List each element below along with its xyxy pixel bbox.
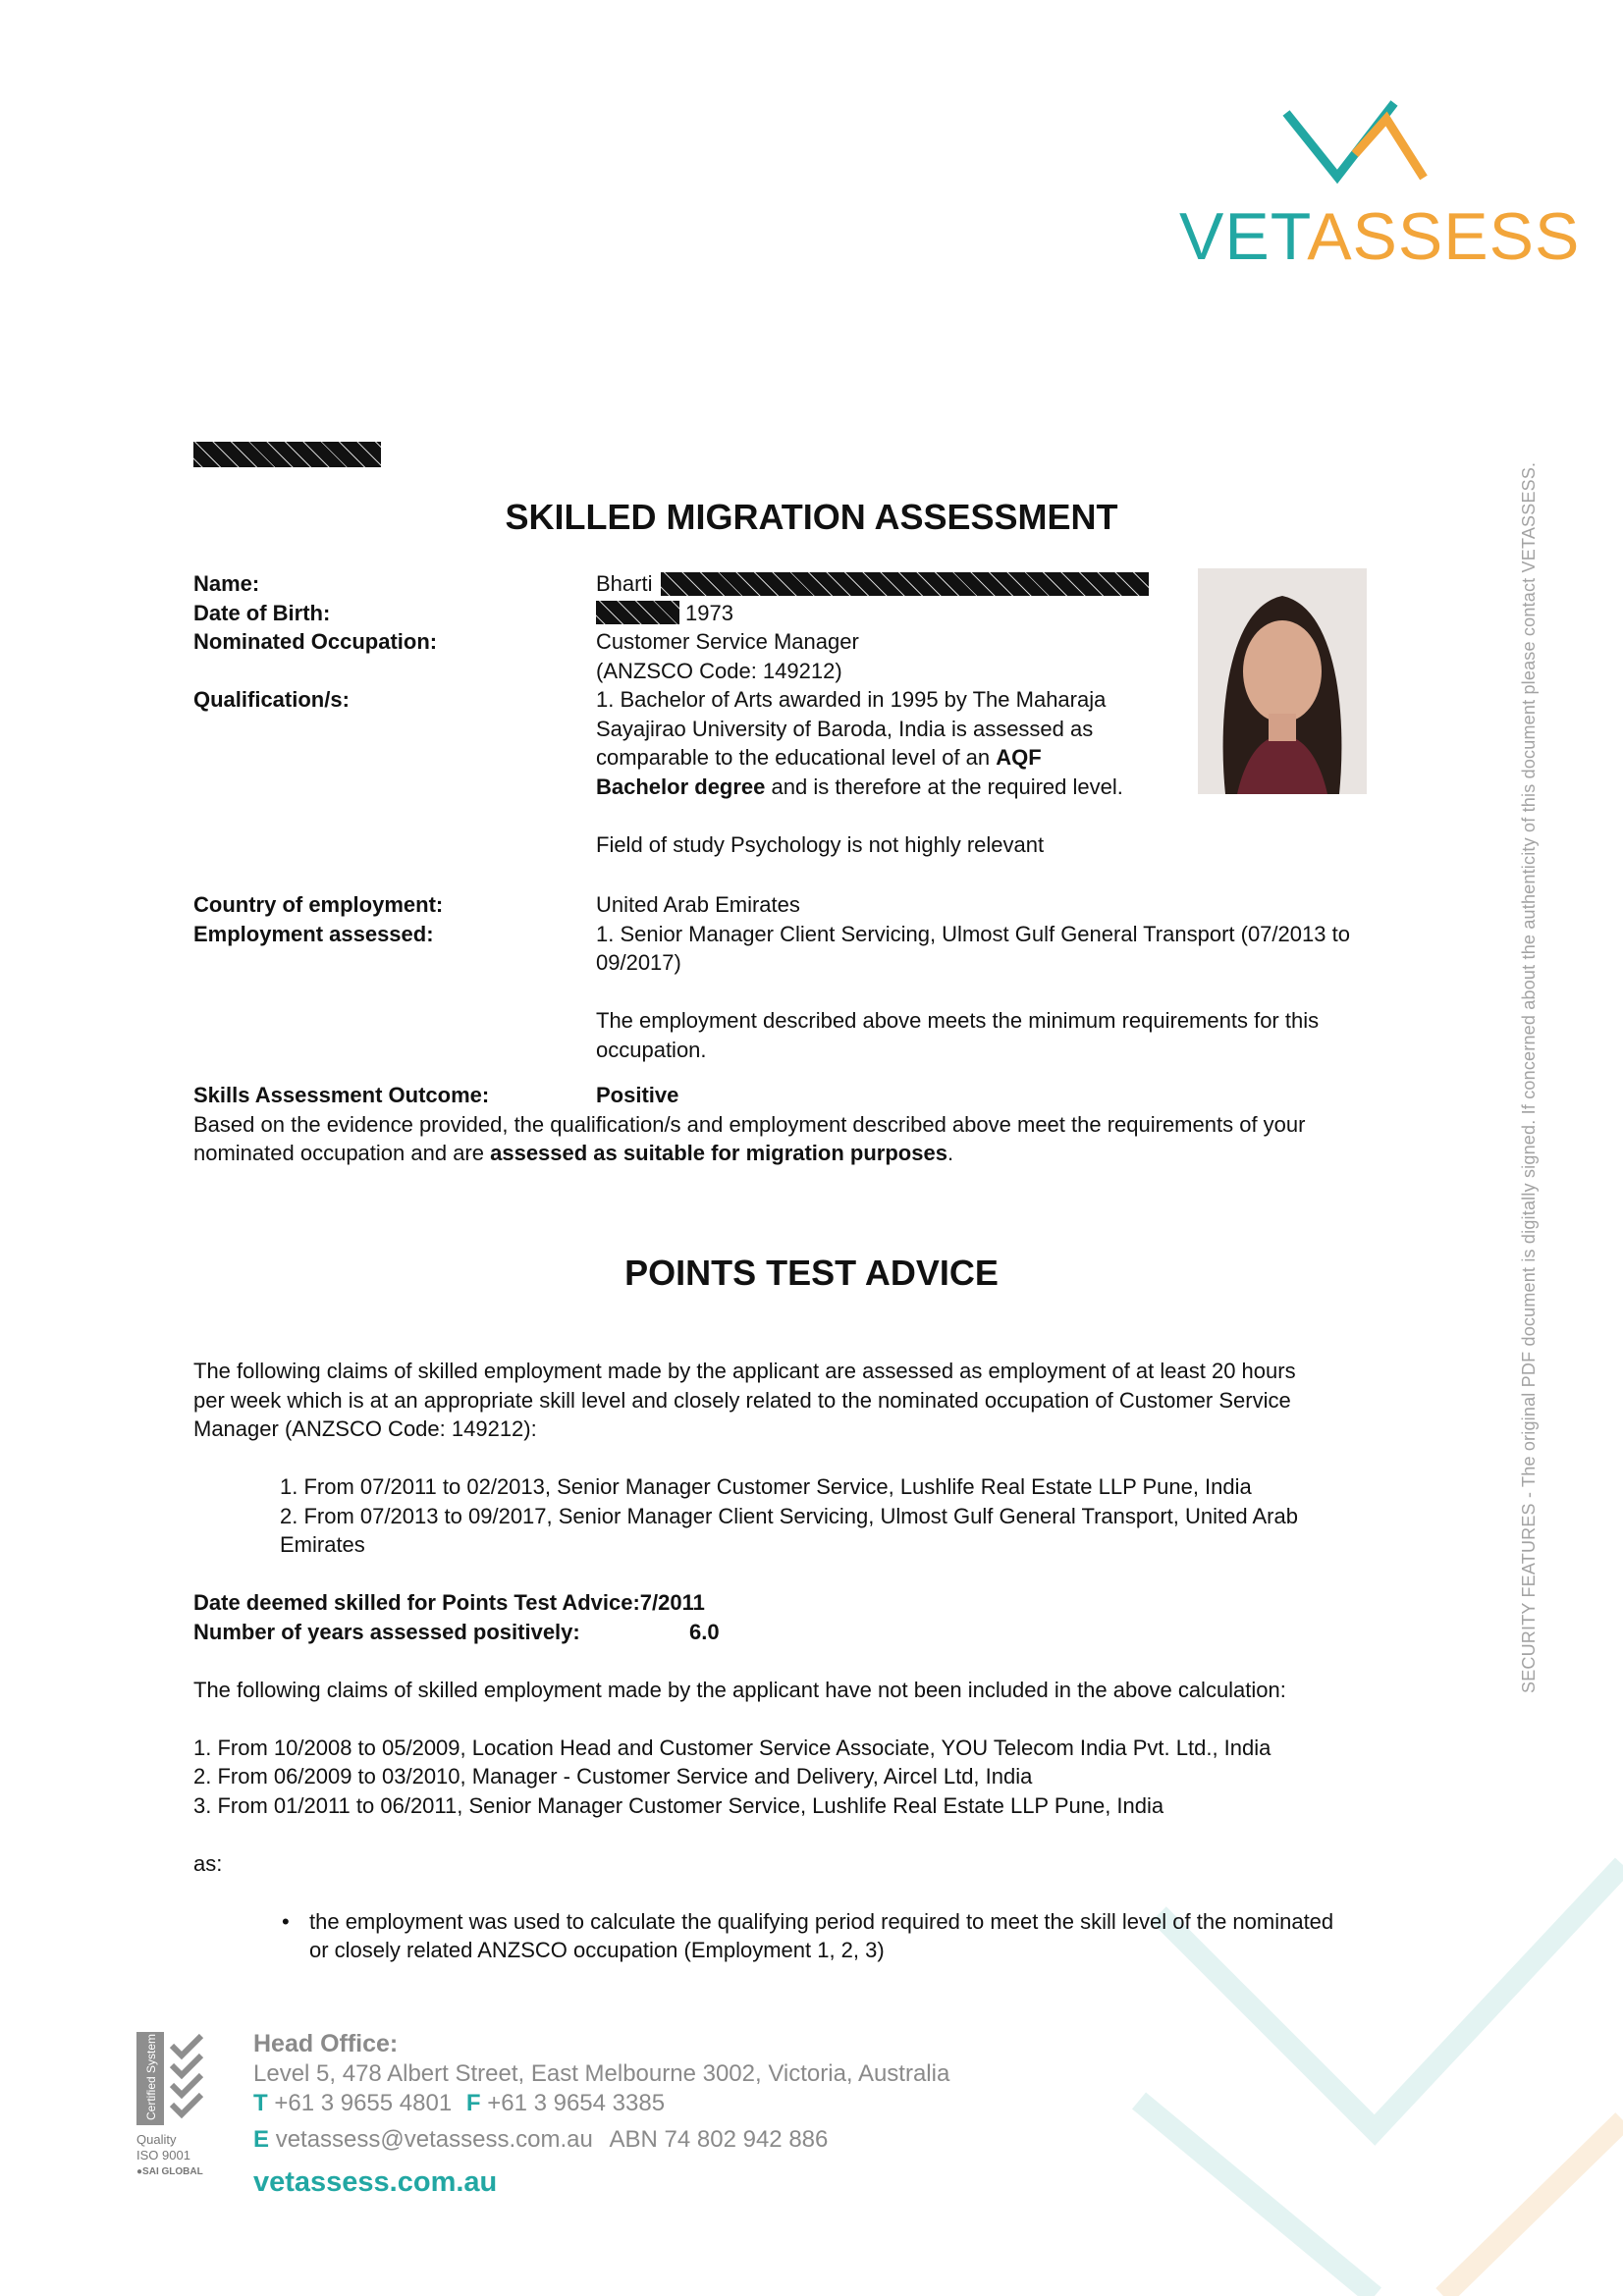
occupation-value: Customer Service Manager <box>596 629 859 654</box>
applicant-photo-illustration <box>1198 568 1367 794</box>
footer-email: vetassess@vetassess.com.au <box>275 2126 593 2153</box>
outcome-label: Skills Assessment Outcome: <box>193 1083 490 1107</box>
as-label: as: <box>193 1850 223 1876</box>
security-features-note: SECURITY FEATURES - The original PDF document is digitally signed. If concerned about the authenticity of this document please contact VETASSESS. <box>1519 461 1539 1693</box>
qualification-line-2: Sayajirao University of Baroda, India is assessed as <box>596 716 1094 741</box>
footer-address: Level 5, 478 Albert Street, East Melbourne 3002, Victoria, Australia <box>253 2060 950 2087</box>
occupation-label: Nominated Occupation: <box>193 629 438 654</box>
qualification-degree: Bachelor degree <box>596 774 766 799</box>
outcome-text-1: Based on the evidence provided, the qualification/s and employment described above meet the requirements of your <box>193 1111 1306 1137</box>
bullet-1: the employment was used to calculate the qualifying period required to meet the skill level of the nominated <box>309 1908 1334 1934</box>
field-of-study: Field of study Psychology is not highly relevant <box>596 831 1045 857</box>
country-value: United Arab Emirates <box>596 892 800 917</box>
redacted-surname <box>661 572 1149 596</box>
cert-label: Certified System <box>144 2033 158 2120</box>
excluded-intro: The following claims of skilled employment made by the applicant have not been included in the above calculation: <box>193 1677 1286 1702</box>
bullet-1-continued: or closely related ANZSCO occupation (Employment 1, 2, 3) <box>309 1938 885 1962</box>
certified-checks-icon <box>136 2032 213 2125</box>
points-intro-2: per week which is at an appropriate skill level and closely related to the nominated occupation of Customer Service <box>193 1387 1291 1413</box>
background-chevron-watermark <box>1080 1806 1623 2296</box>
employment-note-1: The employment described above meets the minimum requirements for this <box>596 1008 1320 1033</box>
fax-label: F <box>465 2090 481 2116</box>
years-assessed-label: Number of years assessed positively: <box>193 1619 580 1644</box>
qualification-line-3-text: comparable to the educational level of an <box>596 745 997 770</box>
years-assessed-value: 6.0 <box>689 1619 720 1644</box>
sai-global-text: SAI GLOBAL <box>142 2166 203 2177</box>
iso-certification-badge <box>136 2032 213 2194</box>
employment-label: Employment assessed: <box>193 921 434 946</box>
outcome-value: Positive <box>596 1083 679 1107</box>
footer-fax: +61 3 9654 3385 <box>487 2090 666 2116</box>
bullet-dot: • <box>282 1908 290 1934</box>
name-label: Name: <box>193 571 260 596</box>
employment-line-1: 1. Senior Manager Client Servicing, Ulmost Gulf General Transport (07/2013 to <box>596 921 1350 946</box>
applicant-photo <box>1198 568 1367 794</box>
phone-label: T <box>253 2090 268 2116</box>
occupation-code: (ANZSCO Code: 149212) <box>596 658 842 683</box>
qualification-line-4-text: and is therefore at the required level. <box>765 774 1123 799</box>
email-label: E <box>253 2126 270 2153</box>
points-intro-3: Manager (ANZSCO Code: 149212): <box>193 1416 537 1441</box>
footer-email-line <box>253 2126 828 2154</box>
excluded-3: 3. From 01/2011 to 06/2011, Senior Manager Customer Service, Lushlife Real Estate LLP Pune, India <box>193 1792 1164 1818</box>
qualification-line-3 <box>596 743 1042 773</box>
employment-note-2: occupation. <box>596 1037 707 1062</box>
excluded-1: 1. From 10/2008 to 05/2009, Location Head and Customer Service Associate, YOU Telecom India Pvt. Ltd., India <box>193 1735 1271 1760</box>
outcome-text-2-end: . <box>947 1141 954 1165</box>
dob-label: Date of Birth: <box>193 600 331 625</box>
outcome-text-2 <box>193 1139 953 1168</box>
logo-text-orange: ASSESS <box>1307 199 1581 274</box>
footer-phone-line <box>253 2090 665 2117</box>
country-label: Country of employment: <box>193 892 444 917</box>
claim-2-continued: Emirates <box>280 1532 365 1557</box>
employment-line-2: 09/2017) <box>596 950 681 975</box>
iso-label: ISO 9001 <box>136 2148 190 2163</box>
date-deemed-skilled: Date deemed skilled for Points Test Advice:7/2011 <box>193 1590 705 1615</box>
footer-abn: ABN 74 802 942 886 <box>609 2126 829 2153</box>
dob-value: 1973 <box>685 600 733 625</box>
qualification-aqf: AQF <box>996 745 1042 770</box>
points-title: POINTS TEST ADVICE <box>624 1253 999 1293</box>
footer-phone: +61 3 9655 4801 <box>274 2090 453 2116</box>
quality-label: Quality <box>136 2132 177 2147</box>
redacted-reference <box>193 442 381 467</box>
sai-global-label <box>136 2163 213 2181</box>
points-intro-1: The following claims of skilled employment made by the applicant are assessed as employment of at least 20 hours <box>193 1359 1296 1383</box>
qualification-line-4 <box>596 773 1123 802</box>
outcome-suitable: assessed as suitable for migration purposes <box>490 1141 947 1165</box>
qualification-line-1: 1. Bachelor of Arts awarded in 1995 by The Maharaja <box>596 687 1107 712</box>
qualification-label: Qualification/s: <box>193 687 350 712</box>
outcome-text-2-lead: nominated occupation and are <box>193 1141 491 1165</box>
claim-2: 2. From 07/2013 to 09/2017, Senior Manager Client Servicing, Ulmost Gulf General Transport, United Arab <box>280 1503 1298 1528</box>
name-value: Bharti <box>596 571 653 596</box>
footer-head-office: Head Office: <box>253 2030 399 2057</box>
claim-1: 1. From 07/2011 to 02/2013, Senior Manager Customer Service, Lushlife Real Estate LLP Pune, India <box>280 1474 1252 1499</box>
sai-global-icon: ● <box>136 2166 143 2177</box>
footer-website-link[interactable]: vetassess.com.au <box>253 2166 498 2198</box>
vetassess-logo-text <box>1179 199 1581 274</box>
excluded-2: 2. From 06/2009 to 03/2010, Manager - Customer Service and Delivery, Aircel Ltd, India <box>193 1764 1033 1789</box>
vetassess-logo-mark <box>1276 93 1443 201</box>
page-title: SKILLED MIGRATION ASSESSMENT <box>505 497 1118 537</box>
logo-text-teal: VET <box>1179 199 1308 274</box>
redacted-birth-day <box>596 601 679 624</box>
